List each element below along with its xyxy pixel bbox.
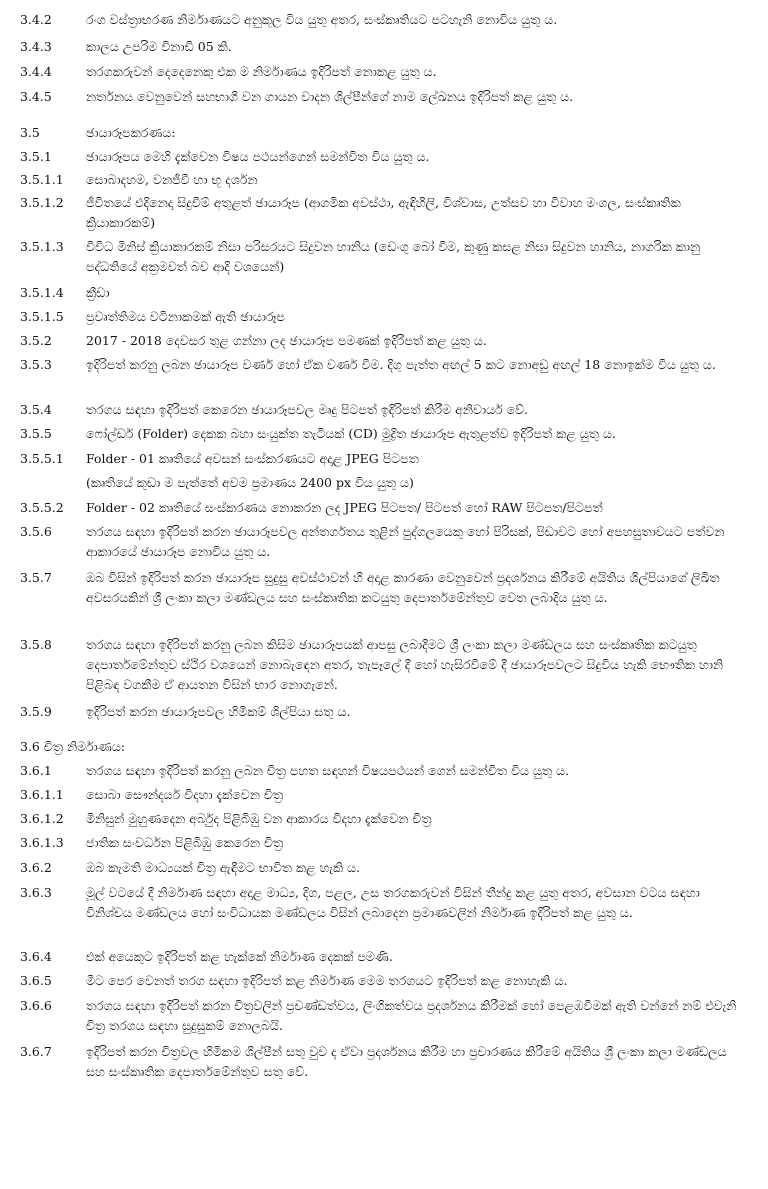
rule-text: ඔබ කැමති මාධ්‍යයක් චිත්‍ර ඇඳීමට භාවිත කළ හැකි ය.: [86, 860, 361, 875]
rule-3-5-5: [20, 424, 744, 444]
rule-3-6-6: [20, 996, 744, 1036]
section-title: චිත්‍ර නිර්මාණය:: [43, 739, 126, 754]
rule-text: ජීවිතයේ එදිනෙදා සිදුවීම් අතුළත් ඡායාරූප (ආගමික අවස්ථා, ඇඳිහිලි, විශ්වාස, උත්සව හා විවාහ මංගල, සංස්කෘතික ක්‍රියාකාරකම්): [86, 195, 681, 230]
rule-text: එක් අයෙකුට ඉදිරිපත් කළ හැක්කේ නිර්මාණ දෙකක් පමණි.: [86, 949, 393, 964]
rule-number: 3.4.4: [20, 64, 52, 79]
rule-number: 3.5.1.4: [20, 285, 64, 300]
rule-text: ජාතික සංවර්ධන පිළිබිඹු කෙරෙන චිත්‍ර: [86, 835, 284, 850]
rule-text: ඉදිරිපත් කරනු ලබන ඡායාරූප වර්ණ හෝ ඒක වර්ණ වීම. දිගු පැත්ත අඟල් 5 කට නොඅඩු අඟල් 18 නොඉක්ම විය යුතු ය.: [86, 357, 716, 372]
rule-3-6-5: [20, 971, 744, 991]
rule-3-5-9: [20, 702, 744, 722]
rule-text: ඡායාරූපය මෙහි දැක්වෙන විෂය පථයන්ගෙන් සමන්විත විය යුතු ය.: [86, 149, 430, 164]
rule-3-5-1: [20, 147, 744, 167]
rule-text: තරගකරුවන් දෙදෙනෙකු එක ම නිර්මාණය ඉදිරිපත් නොකළ යුතු ය.: [86, 64, 437, 79]
rule-number: 3.6.2: [20, 860, 52, 875]
section-heading-3-6: [20, 737, 744, 757]
rule-number: 3.6.1.1: [20, 787, 64, 802]
rule-text: සොබා සෞන්දර්ය විදහා දැක්වෙන චිත්‍ර: [86, 787, 284, 802]
rule-text: සොබාදහම, වනජීවී හා භූ දර්ශන: [86, 172, 258, 187]
rule-text: ක්‍රීඩා: [86, 285, 110, 300]
section-heading-3-5: [20, 123, 744, 143]
rule-number: 3.4.2: [20, 12, 52, 27]
rule-number: 3.5.1: [20, 149, 52, 164]
rule-3-6-3: [20, 883, 744, 923]
rule-number: 3.4.5: [20, 89, 52, 104]
rule-text: Folder - 01 කෘතියේ අවසන් සංස්කරණයට අදාළ JPEG පිටපත: [86, 451, 419, 466]
rule-text: තරගය සඳහා ඉදිරිපත් කෙරෙන ඡායාරූපවල මෘදු පිටපත් ඉදිරිපත් කිරීම අනිවාර්ය වේ.: [86, 402, 529, 417]
rule-3-6-1-3: [20, 833, 744, 853]
rule-text: මිනිසුන් මුහුණදෙන අර්බුද පිළිබිඹු වන ආකාරය විදහා දැක්වෙන චිත්‍ර: [86, 811, 432, 826]
rule-text: රංග වස්ත්‍රාභරණ නිර්මාණයට අනුකූල විය යුතු අතර, සංස්කෘතියට පටහැනි නොවිය යුතු ය.: [86, 12, 558, 27]
rule-3-4-2: [20, 10, 744, 30]
rule-3-4-5: [20, 87, 744, 107]
rule-text: (කෘතියේ කුඩා ම පැත්තේ අවම ප්‍රමාණය 2400 px විය යුතු ය): [86, 475, 414, 490]
rule-number: 3.5.6: [20, 524, 52, 539]
rule-number: 3.5.9: [20, 704, 52, 719]
rule-number: 3.5.8: [20, 637, 52, 652]
section-number: 3.6: [20, 739, 40, 754]
rule-number: 3.6.1.3: [20, 835, 64, 850]
rule-number: 3.5.5.1: [20, 451, 64, 466]
rule-number: 3.5.1.2: [20, 195, 64, 210]
rule-3-5-5-2: [20, 498, 744, 518]
rule-3-5-1-5: [20, 307, 744, 327]
rule-number: 3.6.7: [20, 1044, 52, 1059]
rule-text: නර්තනය වෙනුවෙන් සහභාගි වන ගායන වාදන ශිල්පීන්ගේ නාම ලේඛනය ඉදිරිපත් කළ යුතු ය.: [86, 89, 574, 104]
rule-text: ෆෝල්ඩර් (Folder) දෙකක බහා සංයුක්ත තැටියක් (CD) මුද්‍රිත ඡායාරූප ඇතුළත්ව ඉදිරිපත් කළ යුතු ය.: [86, 426, 616, 441]
rule-3-4-3: [20, 37, 744, 57]
rule-number: 3.6.1: [20, 763, 52, 778]
section-title: ඡායාරූපකරණය:: [86, 125, 176, 140]
rule-text: තරගය සඳහා ඉදිරිපත් කරනු ලබන චිත්‍ර පහත සඳහන් විෂයපථයන් ගෙන් සමන්විත විය යුතු ය.: [86, 763, 569, 778]
rule-text: ඉදිරිපත් කරන ඡායාරූපවල හිමිකම් ශිල්පියා සතු ය.: [86, 704, 351, 719]
rule-number: 3.4.3: [20, 39, 52, 54]
rule-3-5-1-3: [20, 237, 744, 277]
rule-number: 3.5.1.5: [20, 309, 64, 324]
rule-number: 3.5.7: [20, 570, 52, 585]
rule-text: ප්‍රවෘත්තිමය වටිනාකමක් ඇති ඡායාරූප: [86, 309, 285, 324]
rule-3-5-3: [20, 355, 744, 375]
rule-3-6-7: [20, 1042, 744, 1082]
rule-text: 2017 - 2018 දෙවසර තුළ ගන්නා ලද ඡායාරූප පමණක් ඉදිරිපත් කළ යුතු ය.: [86, 333, 487, 348]
section-number: 3.5: [20, 125, 40, 140]
rule-text: තරගය සඳහා ඉදිරිපත් කරන චිත්‍රවලින් ප්‍රචණ්ඩත්වය, ලිංගිකත්වය ප්‍රදර්ශනය කිරීමක් හෝ පෙළඹවීමක් ඇති වන්නේ නම් එවැනි චිත්‍ර තරගය සඳහා සුදුසුකම් නොලබයි.: [86, 998, 737, 1033]
rule-3-4-4: [20, 62, 744, 82]
rule-3-5-1-1: [20, 170, 744, 190]
rule-number: 3.6.5: [20, 973, 52, 988]
rule-number: 3.5.1.3: [20, 239, 64, 254]
rule-3-6-4: [20, 947, 744, 967]
rule-number: 3.5.1.1: [20, 172, 64, 187]
rule-text: කාලය උපරිම විනාඩි 05 කි.: [86, 39, 232, 54]
rule-text: Folder - 02 කෘතියේ සංස්කරණය නොකරන ලද JPEG පිටපත/ පිටපත් හෝ RAW පිටපත/පිටපත්: [86, 500, 603, 515]
rule-number: 3.6.1.2: [20, 811, 64, 826]
rule-number: 3.5.2: [20, 333, 52, 348]
rule-number: 3.6.6: [20, 998, 52, 1013]
rule-3-6-1: [20, 761, 744, 781]
rule-3-5-5-1: [20, 449, 744, 469]
rule-3-5-1-2: [20, 193, 744, 233]
rule-3-5-8: [20, 635, 744, 695]
rule-text: විවිධ මිනිස් ක්‍රියාකාරකම් නිසා පරිසරයට සිදුවන හානිය (ඩෙංගු බෝ වීම, කුණු කසළ නිසා සිදුවන හානිය, නාගරික කානු පද්ධතියේ අක්‍රමවත් බව ආදි වශයෙන්): [86, 239, 701, 274]
rule-3-5-2: [20, 331, 744, 351]
rule-3-5-1-4: [20, 283, 744, 303]
rule-number: 3.5.5: [20, 426, 52, 441]
rule-text: මූල් වටයේ දී නිර්මාණ සඳහා අදාළ මාධ්‍ය, දිග, පළල, උස තරගකරුවන් විසින් තීන්දු කළ යුතු අතර, අවසාන වටය සඳහා විනිශ්චය මණ්ඩලය හෝ සංවිධායක මණ්ඩලය විසින් ලබාදෙන ප්‍රමාණවලින් නිර්මාණ ඉදිරිපත් කළ යුතු ය.: [86, 885, 700, 920]
rule-number: 3.6.3: [20, 885, 52, 900]
rule-3-5-4: [20, 400, 744, 420]
rule-3-6-1-2: [20, 809, 744, 829]
rule-text: තරගය සඳහා ඉදිරිපත් කරන ඡායාරූපවල අන්තර්ගතය තුළින් පුද්ගලයෙකු හෝ පිරිසක්, පිඩාවට හෝ අපහසුතාවයට පත්වන ආකාරයේ ඡායාරූප නොවිය යුතු ය.: [86, 524, 725, 559]
rule-text: තරගය සඳහා ඉදිරිපත් කරනු ලබන කිසිම ඡායාරූපයක් ආපසු ලබාදීමට ශ්‍රී ලංකා කලා මණ්ඩලය සහ සංස්කෘතික කටයුතු දෙපාර්තමේන්තුව ස්ථිර වශයෙන් නොබැඳෙන අතර, තැපෑලේ දී හෝ හැසිරවීමේ දී ඡායාරූපවලට සිදුවිය හැකි භෞතික හානි පිළිබඳ වගකීම ඒ ආයතන විසින් භාර නොගැනේ.: [86, 637, 724, 692]
rule-number: 3.5.4: [20, 402, 52, 417]
rule-3-5-6: [20, 522, 744, 562]
rule-number: 3.5.5.2: [20, 500, 64, 515]
rule-3-6-2: [20, 858, 744, 878]
rule-3-5-7: [20, 568, 744, 608]
rule-text: ඔබ විසින් ඉදිරිපත් කරන ඡායාරූප සුදුසු අවස්ථාවන් හි අදාළ කාරණා වෙනුවෙන් ප්‍රදර්ශනය කිරීමේ අයිතිය ශිල්පියාගේ ලිඛිත අවසරයකින් ශ්‍රී ලංකා කලා මණ්ඩලය සහ සංස්කෘතික කටයුතු දෙපාර්තමේන්තුව වෙත ලබාදිය යුතු ය.: [86, 570, 720, 605]
rule-text: මීට පෙර වෙනත් තරග සඳහා ඉදිරිපත් කළ නිර්මාණ මෙම තරගයට ඉදිරිපත් කළ නොහැකි ය.: [86, 973, 568, 988]
rule-text: ඉදිරිපත් කරන චිත්‍රවල හිමිකම ශිල්පීන් සතු වුව ද ඒවා ප්‍රදර්ශනය කිරීම හා ප්‍රචාරණය කිරීමේ අයිතිය ශ්‍රී ලංකා කලා මණ්ඩලය සහ සංස්කෘතික දෙපාර්තමේන්තුව සතු වේ.: [86, 1044, 727, 1079]
rule-3-6-1-1: [20, 785, 744, 805]
rule-number: 3.6.4: [20, 949, 52, 964]
rule-3-5-5-1-note: [20, 473, 744, 493]
rule-number: 3.5.3: [20, 357, 52, 372]
